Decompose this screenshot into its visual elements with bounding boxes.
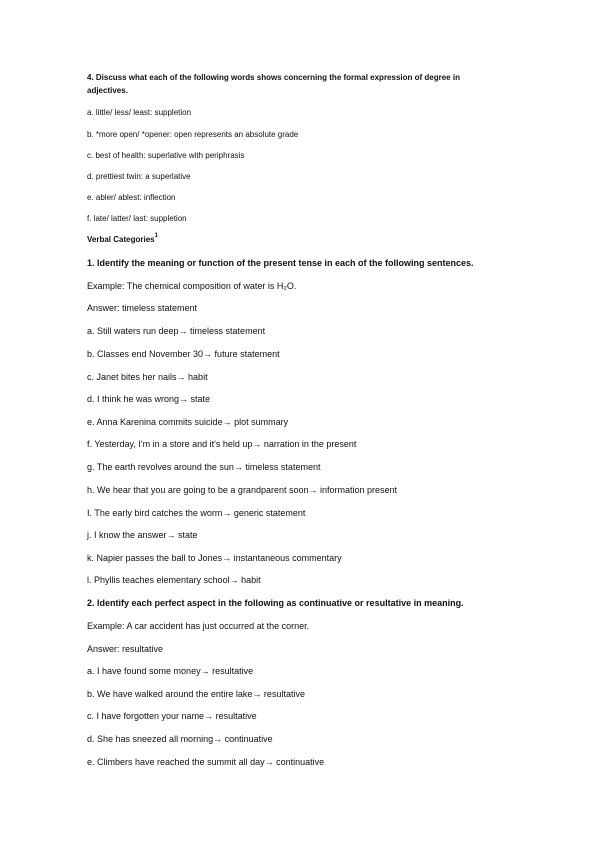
q2-item: b. We have walked around the entire lake→ resultative [87, 689, 305, 699]
q2-item: d. She has sneezed all morning→ continuative [87, 734, 273, 744]
section4-item: b. *more open/ *opener: open represents an absolute grade [87, 130, 299, 139]
section4-item: c. best of health: superlative with periphrasis [87, 151, 245, 160]
heading-text: Verbal Categories [87, 235, 155, 244]
q2-answer: Answer: resultative [87, 644, 164, 654]
section4-question: 4. Discuss what each of the following words shows concerning the formal expression of degree in [87, 73, 460, 82]
section4-item: f. late/ latter/ last: suppletion [87, 214, 187, 223]
footnote-marker: 1 [154, 233, 158, 240]
q2-item: c. I have forgotten your name→ resultative [87, 711, 257, 721]
q1-example: Example: The chemical composition of water is H₂O. [87, 281, 297, 291]
section4-question-cont: adjectives. [87, 86, 128, 95]
q1-item: e. Anna Karenina commits suicide→ plot summary [87, 417, 289, 427]
q2-question: 2. Identify each perfect aspect in the following as continuative or resultative in meaning. [87, 598, 464, 608]
q1-item: h. We hear that you are going to be a grandparent soon→ information present [87, 485, 398, 495]
section4-item: e. abler/ ablest: inflection [87, 193, 176, 202]
q1-item: I. The early bird catches the worm→ generic statement [87, 508, 306, 518]
verbal-categories-heading [87, 233, 158, 247]
q2-item: e. Climbers have reached the summit all day→ continuative [87, 757, 325, 767]
section4-item: d. prettiest twin: a superlative [87, 172, 191, 181]
q1-item: c. Janet bites her nails→ habit [87, 372, 208, 382]
q2-example: Example: A car accident has just occurred at the corner. [87, 621, 310, 631]
q1-item: b. Classes end November 30→ future statement [87, 349, 280, 359]
section4-item: a. little/ less/ least: suppletion [87, 108, 192, 117]
q2-item: a. I have found some money→ resultative [87, 666, 254, 676]
q1-item: l. Phyllis teaches elementary school→ habit [87, 575, 261, 585]
q1-question: 1. Identify the meaning or function of the present tense in each of the following sentences. [87, 258, 474, 268]
q1-item: f. Yesterday, I'm in a store and it's held up→ narration in the present [87, 439, 357, 449]
q1-item: a. Still waters run deep→ timeless statement [87, 326, 266, 336]
q1-answer: Answer: timeless statement [87, 303, 198, 313]
q1-item: g. The earth revolves around the sun→ timeless statement [87, 462, 321, 472]
q1-item: d. I think he was wrong→ state [87, 394, 211, 404]
q1-item: k. Napier passes the ball to Jones→ instantaneous commentary [87, 553, 342, 563]
q1-item: j. I know the answer→ state [87, 530, 198, 540]
